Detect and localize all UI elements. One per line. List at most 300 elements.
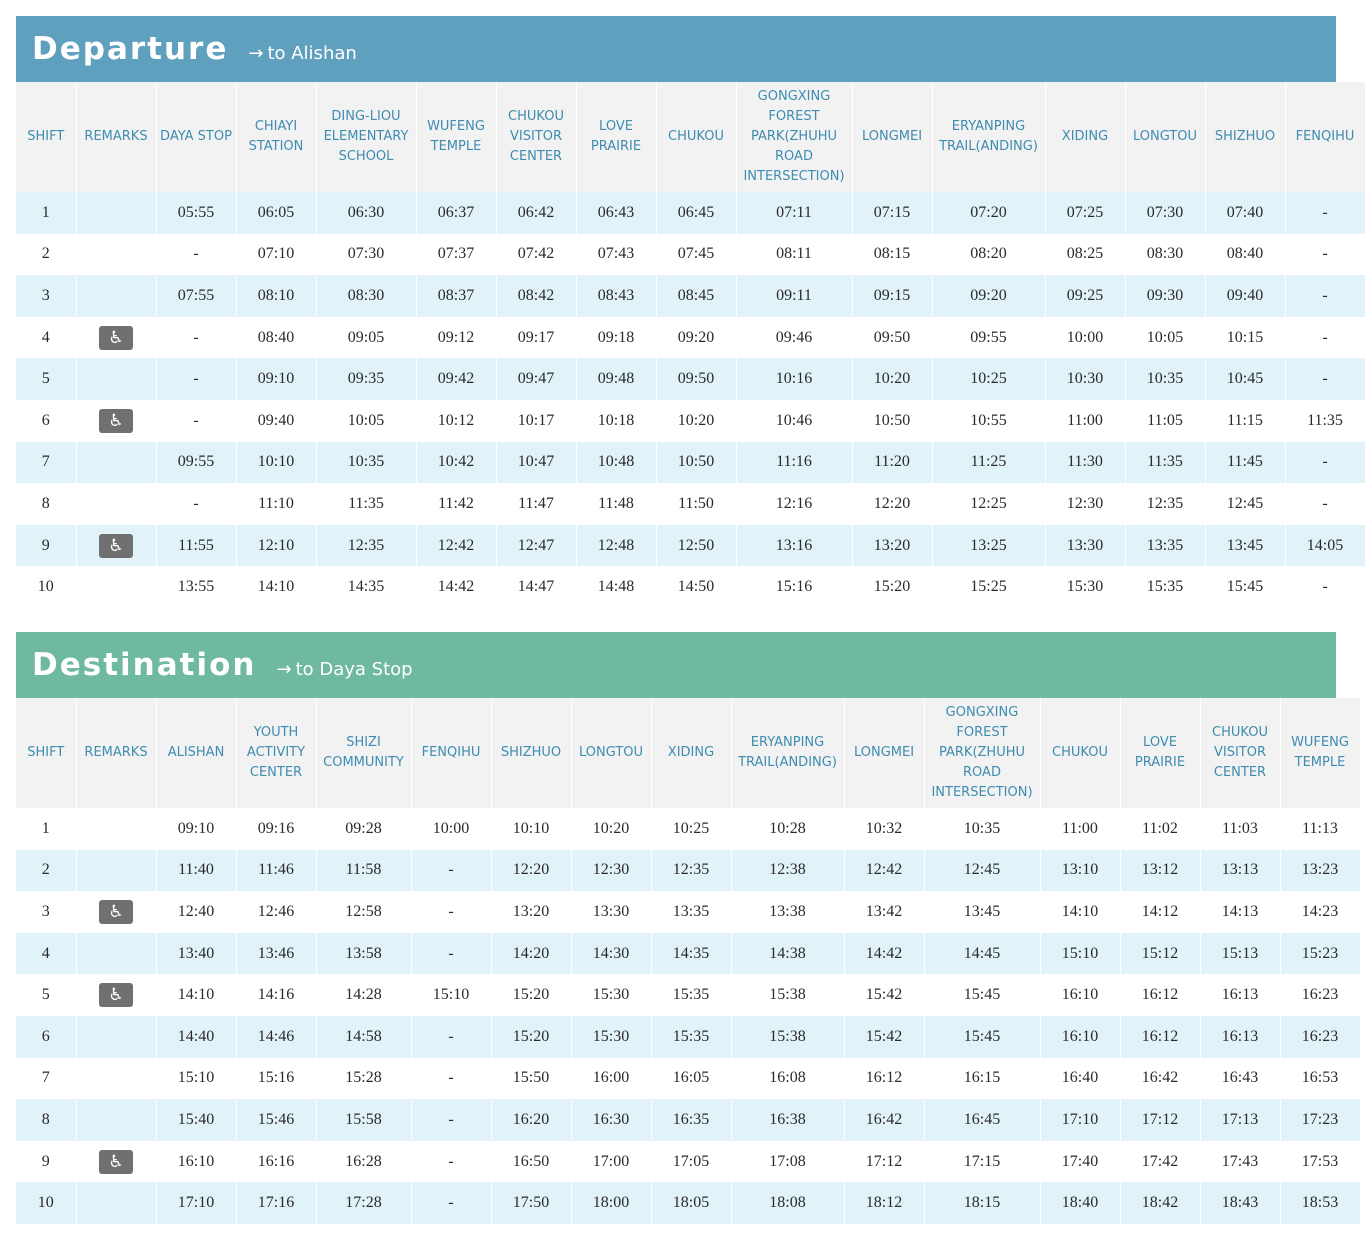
table-row (16, 974, 1360, 1016)
time-cell: 17:12 (1120, 1099, 1200, 1141)
time-cell: 13:10 (1040, 850, 1120, 892)
time-cell: 06:42 (496, 192, 576, 234)
time-cell: 18:53 (1280, 1182, 1360, 1224)
time-cell: 15:30 (571, 974, 651, 1016)
time-cell: 07:30 (316, 234, 416, 276)
departure-title: Departure (32, 31, 229, 67)
time-cell: 14:42 (844, 933, 924, 975)
column-header: CHIAYI STATION (236, 82, 316, 192)
column-header: ERYANPING TRAIL(ANDING) (731, 698, 844, 808)
time-cell: 15:45 (924, 1016, 1040, 1058)
time-cell: 15:42 (844, 1016, 924, 1058)
table-row (16, 808, 1360, 850)
time-cell: 16:20 (491, 1099, 571, 1141)
time-cell: 17:50 (491, 1182, 571, 1224)
time-cell: - (156, 358, 236, 400)
table-row (16, 234, 1365, 276)
time-cell: 06:05 (236, 192, 316, 234)
time-cell: 10:12 (416, 400, 496, 442)
column-header: LONGTOU (1125, 82, 1205, 192)
shift-cell: 1 (16, 192, 76, 234)
time-cell: 12:35 (651, 850, 731, 892)
column-header: YOUTH ACTIVITY CENTER (236, 698, 316, 808)
time-cell: - (411, 933, 491, 975)
time-cell: 11:35 (1125, 442, 1205, 484)
remarks-cell (76, 483, 156, 525)
time-cell: 16:15 (924, 1058, 1040, 1100)
time-cell: 11:46 (236, 850, 316, 892)
arrow-right-icon: → (276, 658, 292, 680)
time-cell: 16:00 (571, 1058, 651, 1100)
time-cell: 08:42 (496, 275, 576, 317)
column-header: SHIZHUO (491, 698, 571, 808)
departure-subtitle-text: to Alishan (267, 42, 357, 64)
column-header: ERYANPING TRAIL(ANDING) (932, 82, 1045, 192)
time-cell: 14:30 (571, 933, 651, 975)
time-cell: 12:42 (844, 850, 924, 892)
time-cell: 16:53 (1280, 1058, 1360, 1100)
time-cell: 15:38 (731, 974, 844, 1016)
header-row (16, 698, 1360, 808)
time-cell: 16:13 (1200, 1016, 1280, 1058)
time-cell: 16:08 (731, 1058, 844, 1100)
destination-timetable (16, 698, 1361, 1224)
time-cell: 06:30 (316, 192, 416, 234)
time-cell: 12:20 (852, 483, 932, 525)
time-cell: 15:10 (1040, 933, 1120, 975)
time-cell: 13:35 (1125, 525, 1205, 567)
shift-cell: 6 (16, 1016, 76, 1058)
time-cell: 07:10 (236, 234, 316, 276)
time-cell: 14:46 (236, 1016, 316, 1058)
time-cell: 07:37 (416, 234, 496, 276)
time-cell: 14:58 (316, 1016, 411, 1058)
time-cell: 16:12 (1120, 974, 1200, 1016)
time-cell: 15:30 (1045, 566, 1125, 608)
time-cell: 13:30 (571, 891, 651, 933)
remarks-cell (76, 1058, 156, 1100)
time-cell: 12:35 (1125, 483, 1205, 525)
time-cell: 15:10 (156, 1058, 236, 1100)
time-cell: 07:15 (852, 192, 932, 234)
remarks-cell (76, 400, 156, 442)
table-row (16, 566, 1365, 608)
time-cell: 10:35 (924, 808, 1040, 850)
time-cell: 09:15 (852, 275, 932, 317)
remarks-cell (76, 1016, 156, 1058)
time-cell: - (1285, 192, 1365, 234)
time-cell: 17:00 (571, 1141, 651, 1183)
time-cell: 15:23 (1280, 933, 1360, 975)
destination-banner (16, 632, 1336, 698)
time-cell: 08:20 (932, 234, 1045, 276)
time-cell: 14:42 (416, 566, 496, 608)
time-cell: 09:55 (156, 442, 236, 484)
time-cell: - (156, 234, 236, 276)
time-cell: 16:05 (651, 1058, 731, 1100)
time-cell: 08:11 (736, 234, 852, 276)
time-cell: 15:40 (156, 1099, 236, 1141)
time-cell: 13:38 (731, 891, 844, 933)
time-cell: 10:05 (316, 400, 416, 442)
column-header: GONGXING FOREST PARK(ZHUHU ROAD INTERSECTION) (736, 82, 852, 192)
column-header: CHUKOU (1040, 698, 1120, 808)
time-cell: 16:13 (1200, 974, 1280, 1016)
time-cell: 10:15 (1205, 317, 1285, 359)
time-cell: 14:40 (156, 1016, 236, 1058)
time-cell: 14:23 (1280, 891, 1360, 933)
time-cell: 10:17 (496, 400, 576, 442)
time-cell: 09:28 (316, 808, 411, 850)
column-header: SHIZHUO (1205, 82, 1285, 192)
time-cell: 18:15 (924, 1182, 1040, 1224)
table-row (16, 400, 1365, 442)
time-cell: 10:10 (491, 808, 571, 850)
time-cell: 14:10 (236, 566, 316, 608)
remarks-cell (76, 317, 156, 359)
time-cell: 11:13 (1280, 808, 1360, 850)
shift-cell: 2 (16, 234, 76, 276)
time-cell: 13:40 (156, 933, 236, 975)
time-cell: 13:16 (736, 525, 852, 567)
time-cell: 11:20 (852, 442, 932, 484)
column-header: XIDING (1045, 82, 1125, 192)
time-cell: 14:45 (924, 933, 1040, 975)
time-cell: 12:50 (656, 525, 736, 567)
column-header: LONGMEI (844, 698, 924, 808)
time-cell: 14:20 (491, 933, 571, 975)
column-header: CHUKOU (656, 82, 736, 192)
wheelchair-icon: ♿ (99, 1150, 133, 1174)
time-cell: 14:38 (731, 933, 844, 975)
time-cell: 09:20 (656, 317, 736, 359)
time-cell: 17:08 (731, 1141, 844, 1183)
time-cell: 07:40 (1205, 192, 1285, 234)
remarks-cell (76, 234, 156, 276)
time-cell: 17:10 (1040, 1099, 1120, 1141)
time-cell: - (156, 317, 236, 359)
shift-cell: 7 (16, 1058, 76, 1100)
column-header: CHUKOU VISITOR CENTER (496, 82, 576, 192)
time-cell: 12:25 (932, 483, 1045, 525)
time-cell: 06:37 (416, 192, 496, 234)
time-cell: - (1285, 234, 1365, 276)
shift-cell: 5 (16, 358, 76, 400)
table-row (16, 317, 1365, 359)
time-cell: 09:12 (416, 317, 496, 359)
time-cell: 17:05 (651, 1141, 731, 1183)
time-cell: 10:16 (736, 358, 852, 400)
wheelchair-icon: ♿ (99, 326, 133, 350)
time-cell: - (411, 1099, 491, 1141)
time-cell: 11:47 (496, 483, 576, 525)
time-cell: 10:20 (656, 400, 736, 442)
time-cell: 09:42 (416, 358, 496, 400)
time-cell: 11:55 (156, 525, 236, 567)
shift-cell: 3 (16, 275, 76, 317)
table-row (16, 525, 1365, 567)
time-cell: 12:47 (496, 525, 576, 567)
table-row (16, 358, 1365, 400)
time-cell: 11:40 (156, 850, 236, 892)
departure-body (16, 192, 1365, 608)
time-cell: 07:11 (736, 192, 852, 234)
time-cell: 15:35 (1125, 566, 1205, 608)
time-cell: 18:42 (1120, 1182, 1200, 1224)
time-cell: 17:28 (316, 1182, 411, 1224)
wheelchair-icon: ♿ (99, 900, 133, 924)
time-cell: 15:20 (491, 974, 571, 1016)
column-header: SHIFT (16, 698, 76, 808)
time-cell: 17:16 (236, 1182, 316, 1224)
shift-cell: 6 (16, 400, 76, 442)
time-cell: 14:28 (316, 974, 411, 1016)
time-cell: 17:43 (1200, 1141, 1280, 1183)
time-cell: 10:47 (496, 442, 576, 484)
time-cell: 09:40 (1205, 275, 1285, 317)
time-cell: 11:03 (1200, 808, 1280, 850)
time-cell: 16:10 (1040, 1016, 1120, 1058)
time-cell: 08:10 (236, 275, 316, 317)
time-cell: 16:42 (844, 1099, 924, 1141)
time-cell: 16:16 (236, 1141, 316, 1183)
time-cell: 10:45 (1205, 358, 1285, 400)
shift-cell: 8 (16, 1099, 76, 1141)
remarks-cell (76, 358, 156, 400)
time-cell: 12:58 (316, 891, 411, 933)
time-cell: 11:25 (932, 442, 1045, 484)
shift-cell: 9 (16, 1141, 76, 1183)
time-cell: 16:10 (156, 1141, 236, 1183)
time-cell: 18:05 (651, 1182, 731, 1224)
time-cell: 13:58 (316, 933, 411, 975)
remarks-cell (76, 974, 156, 1016)
time-cell: 12:40 (156, 891, 236, 933)
time-cell: - (1285, 275, 1365, 317)
time-cell: 10:28 (731, 808, 844, 850)
time-cell: 09:20 (932, 275, 1045, 317)
time-cell: 09:40 (236, 400, 316, 442)
time-cell: 12:35 (316, 525, 416, 567)
time-cell: 07:43 (576, 234, 656, 276)
time-cell: 09:11 (736, 275, 852, 317)
time-cell: 12:45 (924, 850, 1040, 892)
time-cell: 17:40 (1040, 1141, 1120, 1183)
time-cell: 11:00 (1040, 808, 1120, 850)
time-cell: 10:18 (576, 400, 656, 442)
time-cell: 11:45 (1205, 442, 1285, 484)
time-cell: 10:25 (932, 358, 1045, 400)
time-cell: 11:10 (236, 483, 316, 525)
time-cell: 05:55 (156, 192, 236, 234)
remarks-cell (76, 1182, 156, 1224)
time-cell: 11:48 (576, 483, 656, 525)
shift-cell: 10 (16, 1182, 76, 1224)
departure-banner (16, 16, 1336, 82)
shift-cell: 4 (16, 317, 76, 359)
table-row (16, 1016, 1360, 1058)
time-cell: 11:35 (1285, 400, 1365, 442)
time-cell: 10:46 (736, 400, 852, 442)
time-cell: 13:25 (932, 525, 1045, 567)
column-header: REMARKS (76, 698, 156, 808)
time-cell: 16:38 (731, 1099, 844, 1141)
time-cell: 06:43 (576, 192, 656, 234)
time-cell: 15:38 (731, 1016, 844, 1058)
time-cell: 15:45 (924, 974, 1040, 1016)
time-cell: 10:00 (1045, 317, 1125, 359)
time-cell: 13:46 (236, 933, 316, 975)
time-cell: - (1285, 483, 1365, 525)
time-cell: 10:35 (316, 442, 416, 484)
time-cell: 14:50 (656, 566, 736, 608)
time-cell: 17:23 (1280, 1099, 1360, 1141)
time-cell: 10:20 (571, 808, 651, 850)
time-cell: 17:42 (1120, 1141, 1200, 1183)
time-cell: - (156, 483, 236, 525)
table-row (16, 442, 1365, 484)
time-cell: 10:35 (1125, 358, 1205, 400)
remarks-cell (76, 192, 156, 234)
time-cell: 09:05 (316, 317, 416, 359)
time-cell: 08:30 (316, 275, 416, 317)
time-cell: 09:16 (236, 808, 316, 850)
time-cell: 15:42 (844, 974, 924, 1016)
time-cell: 09:30 (1125, 275, 1205, 317)
time-cell: 16:42 (1120, 1058, 1200, 1100)
time-cell: 15:28 (316, 1058, 411, 1100)
time-cell: 16:50 (491, 1141, 571, 1183)
time-cell: - (411, 891, 491, 933)
shift-cell: 8 (16, 483, 76, 525)
time-cell: 14:10 (156, 974, 236, 1016)
wheelchair-icon: ♿ (99, 409, 133, 433)
time-cell: 16:28 (316, 1141, 411, 1183)
column-header: DING-LIOU ELEMENTARY SCHOOL (316, 82, 416, 192)
table-row (16, 483, 1365, 525)
time-cell: 11:42 (416, 483, 496, 525)
time-cell: 09:50 (852, 317, 932, 359)
shift-cell: 1 (16, 808, 76, 850)
column-header: REMARKS (76, 82, 156, 192)
time-cell: - (1285, 317, 1365, 359)
time-cell: 10:10 (236, 442, 316, 484)
time-cell: 08:43 (576, 275, 656, 317)
table-row (16, 850, 1360, 892)
time-cell: 14:35 (316, 566, 416, 608)
time-cell: 11:30 (1045, 442, 1125, 484)
time-cell: 17:15 (924, 1141, 1040, 1183)
time-cell: 15:20 (491, 1016, 571, 1058)
time-cell: 13:55 (156, 566, 236, 608)
time-cell: 12:45 (1205, 483, 1285, 525)
time-cell: 14:05 (1285, 525, 1365, 567)
time-cell: 09:25 (1045, 275, 1125, 317)
destination-body (16, 808, 1360, 1224)
time-cell: 10:32 (844, 808, 924, 850)
remarks-cell (76, 891, 156, 933)
time-cell: 10:30 (1045, 358, 1125, 400)
time-cell: 15:12 (1120, 933, 1200, 975)
time-cell: 13:42 (844, 891, 924, 933)
shift-cell: 5 (16, 974, 76, 1016)
time-cell: 12:20 (491, 850, 571, 892)
time-cell: 14:13 (1200, 891, 1280, 933)
table-row (16, 1099, 1360, 1141)
time-cell: 15:46 (236, 1099, 316, 1141)
time-cell: 10:48 (576, 442, 656, 484)
time-cell: 09:17 (496, 317, 576, 359)
wheelchair-icon: ♿ (99, 983, 133, 1007)
time-cell: 16:23 (1280, 974, 1360, 1016)
shift-cell: 4 (16, 933, 76, 975)
time-cell: 13:35 (651, 891, 731, 933)
time-cell: 07:42 (496, 234, 576, 276)
time-cell: 11:02 (1120, 808, 1200, 850)
table-row (16, 891, 1360, 933)
remarks-cell (76, 275, 156, 317)
remarks-cell (76, 1141, 156, 1183)
destination-header (16, 698, 1360, 808)
remarks-cell (76, 933, 156, 975)
time-cell: 15:20 (852, 566, 932, 608)
time-cell: 12:38 (731, 850, 844, 892)
time-cell: 09:47 (496, 358, 576, 400)
time-cell: 16:30 (571, 1099, 651, 1141)
remarks-cell (76, 808, 156, 850)
time-cell: 09:46 (736, 317, 852, 359)
time-cell: 13:45 (1205, 525, 1285, 567)
time-cell: 08:45 (656, 275, 736, 317)
time-cell: 06:45 (656, 192, 736, 234)
header-row (16, 82, 1365, 192)
time-cell: 09:50 (656, 358, 736, 400)
time-cell: - (411, 1182, 491, 1224)
column-header: FENQIHU (1285, 82, 1365, 192)
time-cell: 10:50 (852, 400, 932, 442)
time-cell: 12:46 (236, 891, 316, 933)
time-cell: 09:55 (932, 317, 1045, 359)
time-cell: 11:15 (1205, 400, 1285, 442)
time-cell: - (411, 1016, 491, 1058)
time-cell: 08:30 (1125, 234, 1205, 276)
time-cell: 14:10 (1040, 891, 1120, 933)
time-cell: 12:10 (236, 525, 316, 567)
time-cell: 11:35 (316, 483, 416, 525)
remarks-cell (76, 566, 156, 608)
time-cell: 15:50 (491, 1058, 571, 1100)
table-row (16, 1182, 1360, 1224)
time-cell: 09:35 (316, 358, 416, 400)
time-cell: 09:48 (576, 358, 656, 400)
shift-cell: 9 (16, 525, 76, 567)
time-cell: 11:00 (1045, 400, 1125, 442)
column-header: SHIZI COMMUNITY (316, 698, 411, 808)
time-cell: 18:40 (1040, 1182, 1120, 1224)
remarks-cell (76, 525, 156, 567)
time-cell: 17:53 (1280, 1141, 1360, 1183)
time-cell: 09:18 (576, 317, 656, 359)
time-cell: 16:12 (1120, 1016, 1200, 1058)
time-cell: 13:23 (1280, 850, 1360, 892)
time-cell: 07:30 (1125, 192, 1205, 234)
time-cell: 15:35 (651, 974, 731, 1016)
departure-header (16, 82, 1365, 192)
time-cell: - (411, 1058, 491, 1100)
time-cell: - (411, 1141, 491, 1183)
time-cell: 13:13 (1200, 850, 1280, 892)
table-row (16, 933, 1360, 975)
